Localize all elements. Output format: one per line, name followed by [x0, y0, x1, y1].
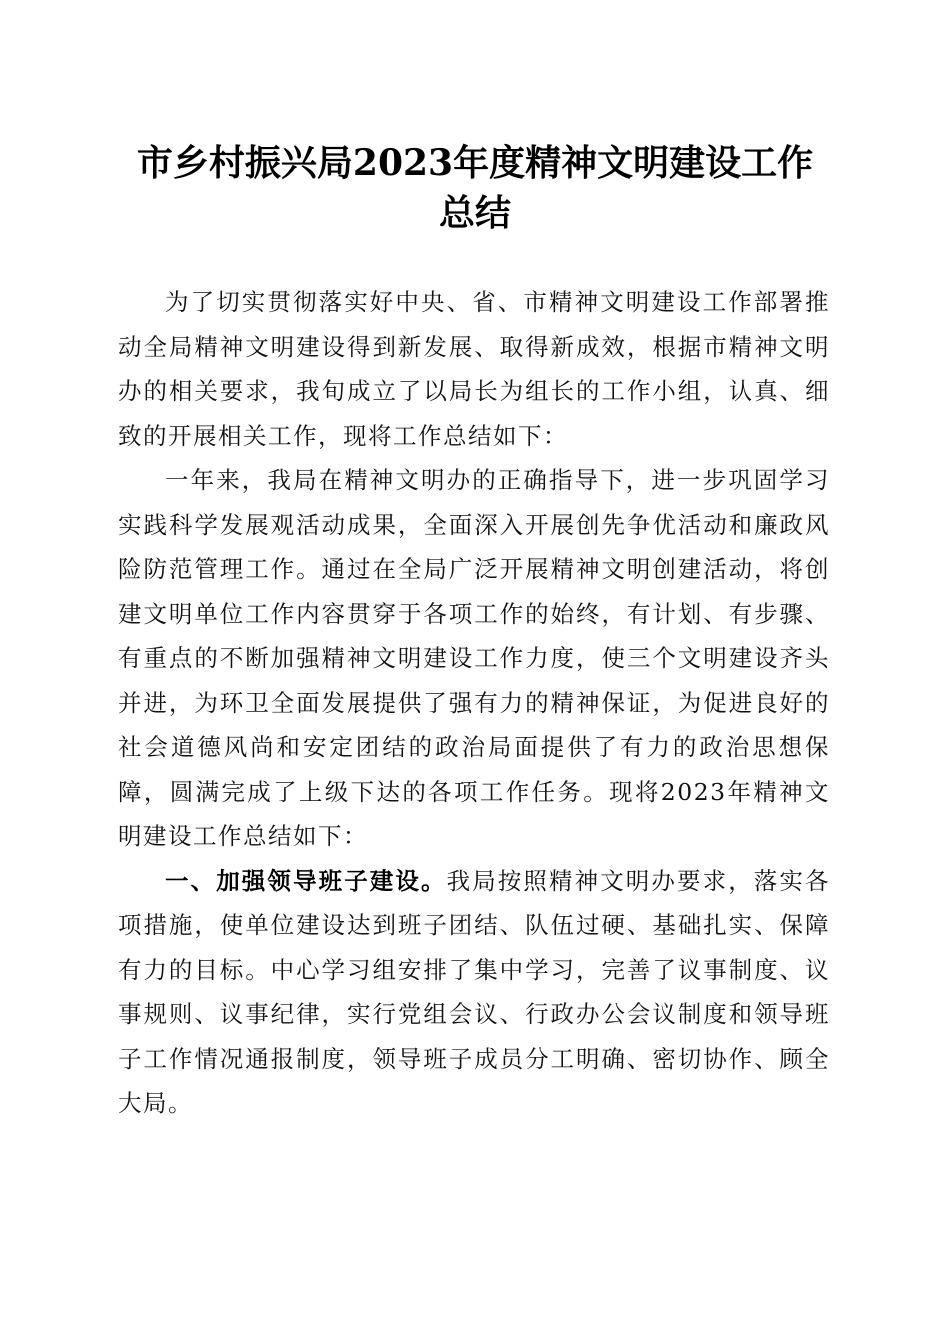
paragraph-section-one: [118, 859, 830, 1126]
section-one-heading: 一、加强领导班子建设。: [165, 866, 447, 895]
paragraph-overview: [118, 458, 830, 859]
paragraph-intro-text: 为了切实贯彻落实好中央、省、市精神文明建设工作部署推动全局精神文明建设得到新发展、取得新成效，根据市精神文明办的相关要求，我旬成立了以局长为组长的工作小组，认真、细致的开展相关工作，现将工作总结如下：: [118, 288, 830, 450]
paragraph-overview-text: 一年来，我局在精神文明办的正确指导下，进一步巩固学习实践科学发展观活动成果，全面深入开展创先争优活动和廉政风险防范管理工作。通过在全局广泛开展精神文明创建活动，将创建文明单位工作内容贯穿于各项工作的始终，有计划、有步骤、有重点的不断加强精神文明建设工作力度，使三个文明建设齐头并进，为环卫全面发展提供了强有力的精神保证，为促进良好的社会道德风尚和安定团结的政治局面提供了有力的政治思想保障，圆满完成了上级下达的各项工作任务。现将2023年精神文明建设工作总结如下：: [118, 466, 830, 850]
paragraph-intro: [118, 280, 830, 458]
document-body: [118, 280, 830, 1126]
section-one-text: 我局按照精神文明办要求，落实各项措施，使单位建设达到班子团结、队伍过硬、基础扎实、保障有力的目标。中心学习组安排了集中学习，完善了议事制度、议事规则、议事纪律，实行党组会议、行政办公会议制度和领导班子工作情况通报制度，领导班子成员分工明确、密切协作、顾全大局。: [118, 866, 831, 1117]
page-title: 市乡村振兴局2023年度精神文明建设工作总结: [136, 142, 814, 234]
